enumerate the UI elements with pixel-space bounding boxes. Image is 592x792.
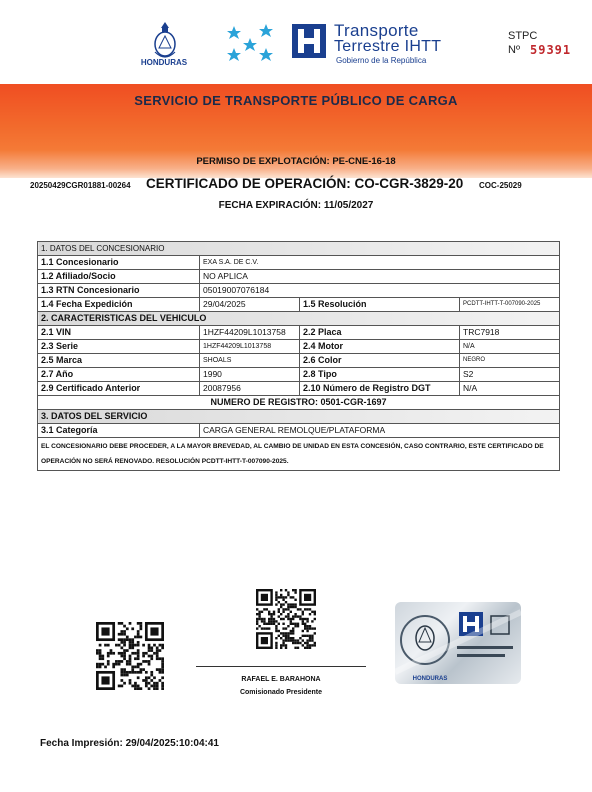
stars-icon xyxy=(226,24,290,64)
table-row xyxy=(38,382,560,396)
field-value: SHOALS xyxy=(200,354,300,368)
band-title: SERVICIO DE TRANSPORTE PÚBLICO DE CARGA xyxy=(134,93,458,108)
section1-title: 1. DATOS DEL CONCESIONARIO xyxy=(38,242,560,256)
section2-title: 2. CARACTERISTICAS DEL VEHICULO xyxy=(38,312,560,326)
field-value: CARGA GENERAL REMOLQUE/PLATAFORMA xyxy=(200,424,560,438)
field-value: 1HZF44209L1013758 xyxy=(200,340,300,354)
coc-number: COC-25029 xyxy=(479,181,522,190)
table-row xyxy=(38,424,560,438)
signature-line xyxy=(196,666,366,667)
field-label: 1.1 Concesionario xyxy=(38,256,200,270)
field-label: 1.3 RTN Concesionario xyxy=(38,284,200,298)
table-row xyxy=(38,368,560,382)
field-label: 2.3 Serie xyxy=(38,340,200,354)
section-header-row xyxy=(38,242,560,256)
field-value: 20087956 xyxy=(200,382,300,396)
expiration-date: FECHA EXPIRACIÓN: 11/05/2027 xyxy=(218,200,374,211)
table-row xyxy=(38,340,560,354)
stpc-label: STPC xyxy=(508,30,538,42)
table-row xyxy=(38,438,560,471)
field-label: 1.4 Fecha Expedición xyxy=(38,298,200,312)
field-label: 2.4 Motor xyxy=(300,340,460,354)
field-label: 2.2 Placa xyxy=(300,326,460,340)
field-value: NEGRO xyxy=(460,354,560,368)
field-value: 29/04/2025 xyxy=(200,298,300,312)
field-label: 2.6 Color xyxy=(300,354,460,368)
certificate-reference: 20250429CGR01881-00264 xyxy=(30,181,131,190)
field-label: 2.5 Marca xyxy=(38,354,200,368)
table-row xyxy=(38,270,560,284)
table-row xyxy=(38,298,560,312)
stpc-number: 59391 xyxy=(530,43,572,57)
field-value: TRC7918 xyxy=(460,326,560,340)
agency-name-line1: Transporte xyxy=(334,21,419,40)
field-label: 2.10 Número de Registro DGT xyxy=(300,382,460,396)
field-label: 1.5 Resolución xyxy=(300,298,460,312)
numero-registro: NUMERO DE REGISTRO: 0501-CGR-1697 xyxy=(38,396,560,410)
field-label: 2.8 Tipo xyxy=(300,368,460,382)
field-value: S2 xyxy=(460,368,560,382)
field-value: 05019007076184 xyxy=(200,284,560,298)
qr-code-icon xyxy=(256,589,316,649)
ihtt-h-logo-icon xyxy=(292,24,326,58)
field-value: EXA S.A. DE C.V. xyxy=(200,256,560,270)
table-row xyxy=(38,354,560,368)
hologram-seal-icon xyxy=(395,602,521,684)
field-value: N/A xyxy=(460,340,560,354)
table-row xyxy=(38,326,560,340)
field-value: 1990 xyxy=(200,368,300,382)
field-value: PCDTT-IHTT-T-007090-2025 xyxy=(460,298,560,312)
field-label: 2.7 Año xyxy=(38,368,200,382)
certificate-title: CERTIFICADO DE OPERACIÓN: CO-CGR-3829-20 xyxy=(146,176,464,191)
agency-subtitle: Gobierno de la República xyxy=(336,56,427,65)
section-header-row xyxy=(38,410,560,424)
field-label: 1.2 Afiliado/Socio xyxy=(38,270,200,284)
table-row xyxy=(38,256,560,270)
agency-name-line2: Terrestre IHTT xyxy=(334,38,442,55)
section-header-row xyxy=(38,312,560,326)
field-label: 2.1 VIN xyxy=(38,326,200,340)
table-row xyxy=(38,284,560,298)
section3-title: 3. DATOS DEL SERVICIO xyxy=(38,410,560,424)
field-label: 3.1 Categoría xyxy=(38,424,200,438)
stpc-number-prefix: Nº xyxy=(508,44,520,56)
table-row xyxy=(38,396,560,410)
field-value: 1HZF44209L1013758 xyxy=(200,326,300,340)
field-value: NO APLICA xyxy=(200,270,560,284)
field-value: N/A xyxy=(460,382,560,396)
certificate-table xyxy=(37,241,560,471)
field-label: 2.9 Certificado Anterior xyxy=(38,382,200,396)
signatory-title: Comisionado Presidente xyxy=(239,689,323,696)
print-date: Fecha Impresión: 29/04/2025:10:04:41 xyxy=(40,738,219,749)
qr-code-icon xyxy=(96,622,164,690)
hologram-country-label: HONDURAS xyxy=(412,676,448,682)
signatory-name: RAFAEL E. BARAHONA xyxy=(241,676,321,683)
renewal-note: EL CONCESIONARIO DEBE PROCEDER, A LA MAYOR BREVEDAD, AL CAMBIO DE UNIDAD EN ESTA CONCESIÓN, CASO CONTRARIO, ESTE CERTIFICADO DE OPERACIÓN NO SERÁ RENOVADO. RESOLUCIÓN PCDTT-IHTT-T-007090-2025. xyxy=(38,438,560,471)
country-label: HONDURAS xyxy=(140,58,188,67)
permiso-explotacion: PERMISO DE EXPLOTACIÓN: PE-CNE-16-18 xyxy=(196,156,396,167)
